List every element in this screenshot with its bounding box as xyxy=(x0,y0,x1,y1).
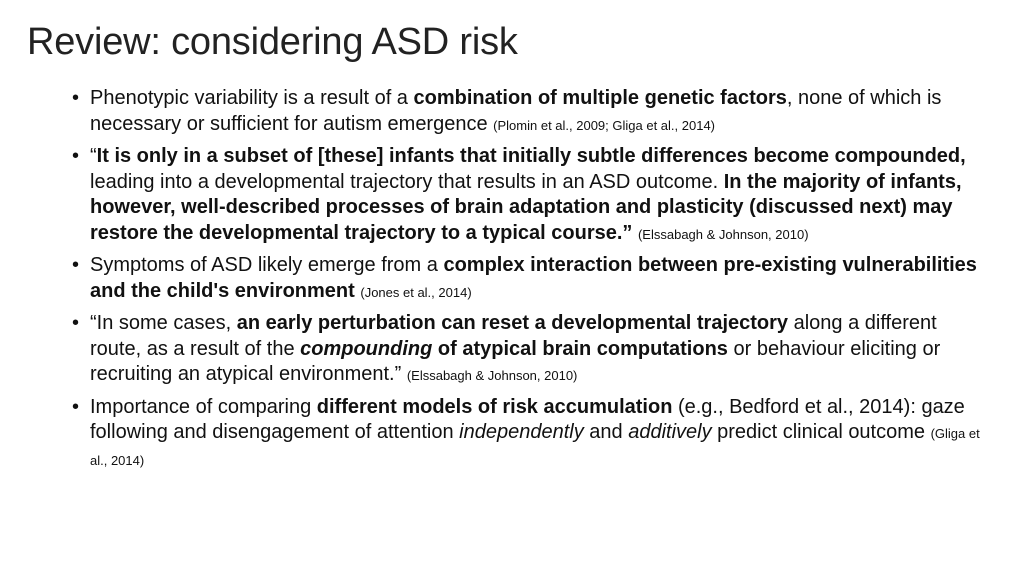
bullet-text-segment: predict clinical outcome xyxy=(711,421,931,443)
bullet-text-segment: In the majority of infants, however, well-described processes of brain adaptation and plasticity (discussed next) may restore the developmental trajectory to a typical course.” xyxy=(90,170,962,244)
bullet-item xyxy=(90,311,990,389)
bullet-item xyxy=(90,144,990,247)
bullet-text-segment: along a different route, as a result of the xyxy=(90,312,937,360)
bullet-item xyxy=(90,395,990,474)
bullet-text-segment: additively xyxy=(628,421,712,443)
bullet-text-segment: different models of risk accumulation xyxy=(316,395,673,418)
bullet-text-segment: Phenotypic variability is a result of a xyxy=(90,87,414,109)
bullet-text-segment: of atypical brain computations xyxy=(432,337,728,360)
bullet-text-segment: It is only in a subset of [these] infants that initially subtle differences become compounded, xyxy=(96,145,966,167)
citation: (Elssabagh & Johnson, 2010) xyxy=(637,226,809,242)
bullet-text-segment xyxy=(300,338,432,360)
slide-title: Review: considering ASD risk xyxy=(27,21,518,63)
bullet-text-segment: complex interaction between pre-existing vulnerabilities and the child's environment xyxy=(90,254,977,302)
citation: (Plomin et al., 2009; Gliga et al., 2014) xyxy=(493,117,716,133)
bullet-text-segment: or behaviour eliciting or recruiting an atypical environment.” xyxy=(90,337,941,385)
bullet-text-segment: compounding xyxy=(300,337,433,360)
bullet-text-segment: leading into a developmental trajectory that results in an ASD outcome. xyxy=(90,170,724,193)
bullet-text-segment: and xyxy=(583,421,629,443)
bullet-text-segment: “In some cases, xyxy=(90,312,237,334)
citation: (Elssabagh & Johnson, 2010) xyxy=(406,368,578,383)
bullet-text-segment: Importance of comparing xyxy=(90,395,317,418)
bullet-list xyxy=(90,86,990,479)
bullet-item xyxy=(90,86,990,138)
bullet-text-segment: “ xyxy=(90,145,97,167)
bullet-text-segment: Symptoms of ASD likely emerge from a xyxy=(90,254,444,276)
bullet-text-segment: , none of which is necessary or sufficient for autism emergence xyxy=(90,87,942,135)
bullet-text-segment: independently xyxy=(459,421,584,443)
bullet-item xyxy=(90,253,990,305)
citation: (Gliga et al., 2014) xyxy=(90,426,980,468)
bullet-text-segment: combination of multiple genetic factors xyxy=(413,87,787,109)
citation: (Jones et al., 2014) xyxy=(360,284,472,300)
bullet-text-segment: (e.g., Bedford et al., 2014): gaze following and disengagement of attention xyxy=(90,395,965,443)
bullet-text-segment: an early perturbation can reset a developmental trajectory xyxy=(236,312,789,334)
